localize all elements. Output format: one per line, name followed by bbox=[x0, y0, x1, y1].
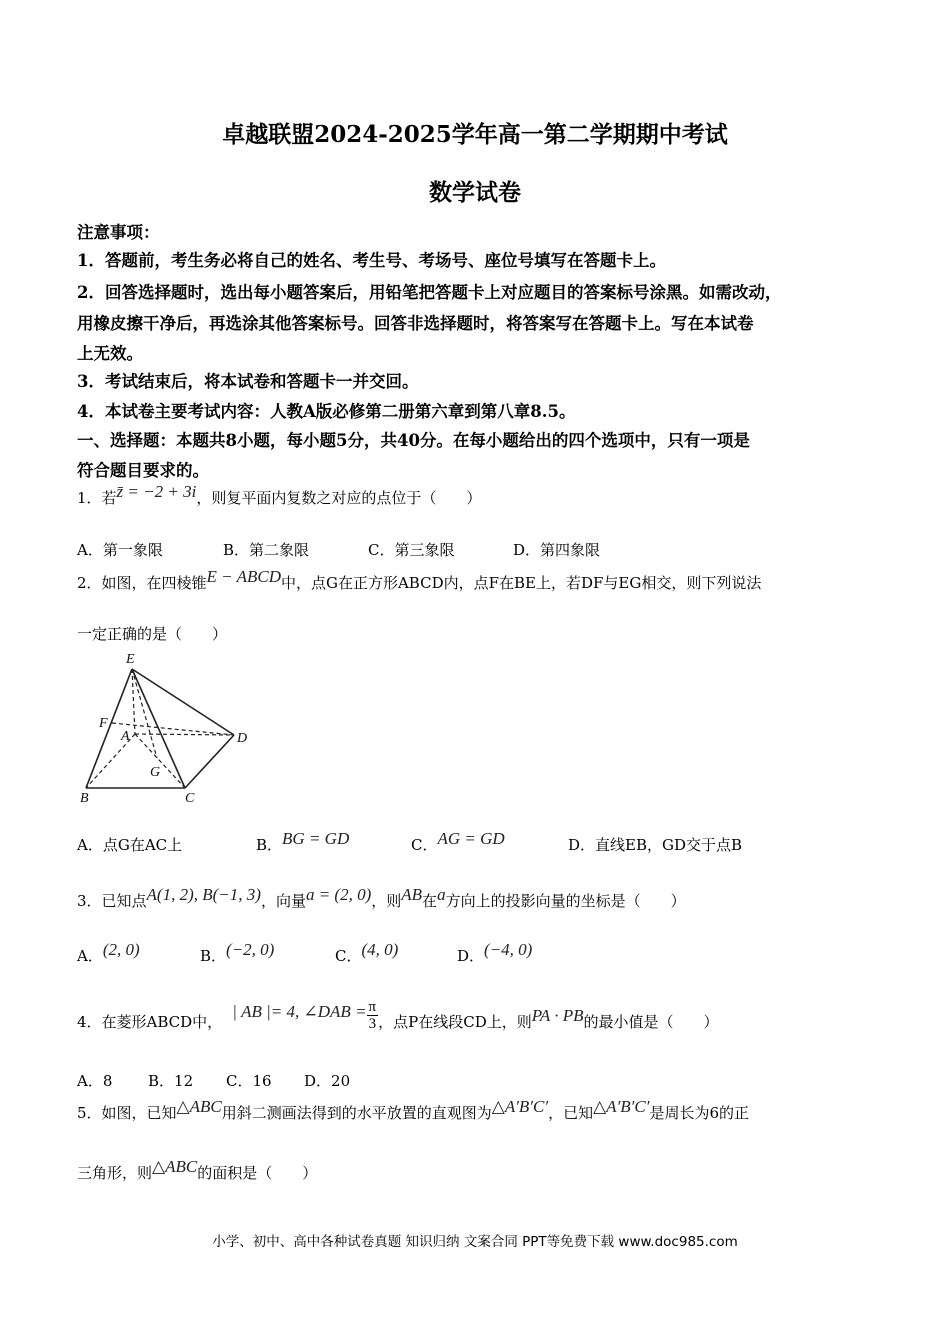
q5-line-2-prefix: 三角形，则 bbox=[77, 1164, 153, 1182]
question-5-stem bbox=[77, 1097, 749, 1123]
q1-option-d: D．第四象限 bbox=[513, 541, 601, 559]
q2-option-b-math: BG = GD bbox=[282, 829, 350, 848]
q4-fraction-numerator: π bbox=[368, 998, 377, 1015]
page-footer: 小学、初中、高中各种试卷真题 知识归纳 文案合同 PPT等免费下载 www.doc985.com bbox=[212, 1234, 738, 1250]
section-1-line-2: 符合题目要求的。 bbox=[77, 461, 209, 480]
q2-option-c-label: C． bbox=[411, 836, 438, 854]
q1-suffix: ，则复平面内复数之对应的点位于（ ） bbox=[196, 489, 482, 507]
q3-option-c-math: (4, 0) bbox=[361, 940, 399, 959]
label-g: G bbox=[150, 765, 161, 780]
q3-option-a bbox=[77, 940, 140, 966]
q3-option-c bbox=[335, 940, 399, 966]
notice-item-2-line-2: 用橡皮擦干净后，再选涂其他答案标号。回答非选择题时，将答案写在答题卡上。写在本试卷 bbox=[77, 314, 754, 333]
notice-item-3: 3．考试结束后，将本试卷和答题卡一并交回。 bbox=[77, 372, 419, 391]
q4-fraction bbox=[367, 999, 379, 1032]
q3-math-a: a bbox=[437, 885, 446, 904]
q1-option-a: A．第一象限 bbox=[77, 541, 163, 559]
q3-option-b bbox=[200, 940, 275, 966]
q4-fraction-denominator: 3 bbox=[368, 1015, 377, 1032]
q2-option-c bbox=[411, 829, 505, 855]
edge-ad-hidden bbox=[135, 734, 234, 735]
q2-prefix: 2．如图，在四棱锥 bbox=[77, 574, 207, 592]
question-3-stem bbox=[77, 885, 686, 911]
notice-item-4: 4．本试卷主要考试内容：人教A版必修第二册第六章到第八章8.5。 bbox=[77, 402, 576, 421]
q1-prefix: 1．若 bbox=[77, 489, 117, 507]
q3-option-d-label: D． bbox=[457, 947, 485, 965]
label-a: A bbox=[121, 729, 130, 744]
q2-option-a: A．点G在AC上 bbox=[77, 836, 183, 854]
q1-option-b: B．第二象限 bbox=[223, 541, 310, 559]
label-b: B bbox=[80, 791, 89, 806]
section-1-line-1: 一、选择题：本题共8小题，每小题5分，共40分。在每小题给出的四个选项中，只有一项是 bbox=[77, 431, 750, 450]
q4-math-condition: | AB |= 4, ∠DAB = bbox=[232, 1002, 367, 1021]
q5-mid-1: 用斜二测画法得到的水平放置的直观图为 bbox=[221, 1104, 492, 1122]
q4-mid: ，点P在线段CD上，则 bbox=[378, 1013, 532, 1031]
segment-fd-hidden bbox=[112, 723, 234, 735]
q2-option-b bbox=[256, 829, 350, 855]
notice-item-2-line-1: 2．回答选择题时，选出每小题答案后，用铅笔把答题卡上对应题目的答案标号涂黑。如需改动， bbox=[77, 283, 782, 302]
q5-math-a1b1c1: △A′B′C′ bbox=[491, 1097, 549, 1116]
q5-math-abc: △ABC bbox=[176, 1097, 222, 1116]
q2-suffix: 中，点G在正方形ABCD内，点F在BE上，若DF与EG相交，则下列说法 bbox=[280, 574, 762, 592]
q2-math: E − ABCD bbox=[206, 567, 281, 586]
q3-option-d bbox=[457, 940, 533, 966]
q5-suffix: 是周长为6的正 bbox=[649, 1104, 749, 1122]
question-2-line-2: 一定正确的是（ ） bbox=[77, 625, 228, 643]
q3-option-d-math: (−4, 0) bbox=[484, 940, 533, 959]
q3-option-a-label: A． bbox=[77, 947, 103, 965]
label-d: D bbox=[237, 731, 248, 746]
notice-item-1: 1．答题前，考生务必将自己的姓名、考生号、考场号、座位号填写在答题卡上。 bbox=[77, 251, 666, 270]
label-f: F bbox=[99, 716, 108, 731]
q3-option-b-math: (−2, 0) bbox=[226, 940, 275, 959]
question-2-stem bbox=[77, 567, 762, 593]
exam-title: 卓越联盟2024-2025学年高一第二学期期中考试 bbox=[222, 121, 728, 148]
q4-suffix: 的最小值是（ ） bbox=[583, 1013, 719, 1031]
q5-mid-2: ，已知 bbox=[548, 1104, 594, 1122]
q4-prefix: 4．在菱形ABCD中， bbox=[77, 1013, 223, 1031]
q2-option-b-label: B． bbox=[256, 836, 283, 854]
q3-option-b-label: B． bbox=[200, 947, 227, 965]
q3-mid-2: ，则 bbox=[371, 892, 402, 910]
q5-math-a1b1c1-2: △A′B′C′ bbox=[593, 1097, 650, 1116]
q3-math-vector-a: a = (2, 0) bbox=[305, 885, 372, 904]
q3-suffix: 方向上的投影向量的坐标是（ ） bbox=[445, 892, 686, 910]
q5-line-2-suffix: 的面积是（ ） bbox=[197, 1164, 318, 1182]
q3-mid-3: 在 bbox=[422, 892, 438, 910]
pyramid-figure bbox=[77, 648, 257, 808]
q5-prefix: 5．如图，已知 bbox=[77, 1104, 177, 1122]
q4-option-b: B．12 bbox=[148, 1072, 194, 1090]
notice-heading: 注意事项： bbox=[77, 223, 160, 242]
question-1-stem bbox=[77, 482, 482, 508]
q4-option-c: C．16 bbox=[226, 1072, 272, 1090]
label-e: E bbox=[126, 652, 135, 667]
question-4-stem bbox=[77, 998, 719, 1040]
q3-math-points: A(1, 2), B(−1, 3) bbox=[146, 885, 261, 904]
q3-option-a-math: (2, 0) bbox=[102, 940, 140, 959]
notice-item-2-line-3: 上无效。 bbox=[77, 344, 143, 363]
q3-prefix: 3．已知点 bbox=[77, 892, 147, 910]
q1-option-c: C．第三象限 bbox=[368, 541, 455, 559]
q5-line-2-math: △ABC bbox=[152, 1157, 198, 1176]
edge-cd bbox=[185, 735, 234, 788]
exam-subtitle: 数学试卷 bbox=[429, 179, 521, 206]
q4-math-dot-product: PA · PB bbox=[531, 1006, 584, 1025]
q4-option-a: A．8 bbox=[77, 1072, 113, 1090]
q4-option-d: D．20 bbox=[304, 1072, 351, 1090]
q3-mid-1: ，向量 bbox=[260, 892, 306, 910]
q2-option-d: D．直线EB，GD交于点B bbox=[568, 836, 743, 854]
label-c: C bbox=[185, 791, 195, 806]
q1-math: z̄ = −2 + 3i bbox=[116, 482, 197, 501]
q3-option-c-label: C． bbox=[335, 947, 362, 965]
question-5-line-2 bbox=[77, 1157, 318, 1183]
q2-option-c-math: AG = GD bbox=[437, 829, 505, 848]
q3-math-ab: AB bbox=[401, 885, 423, 904]
